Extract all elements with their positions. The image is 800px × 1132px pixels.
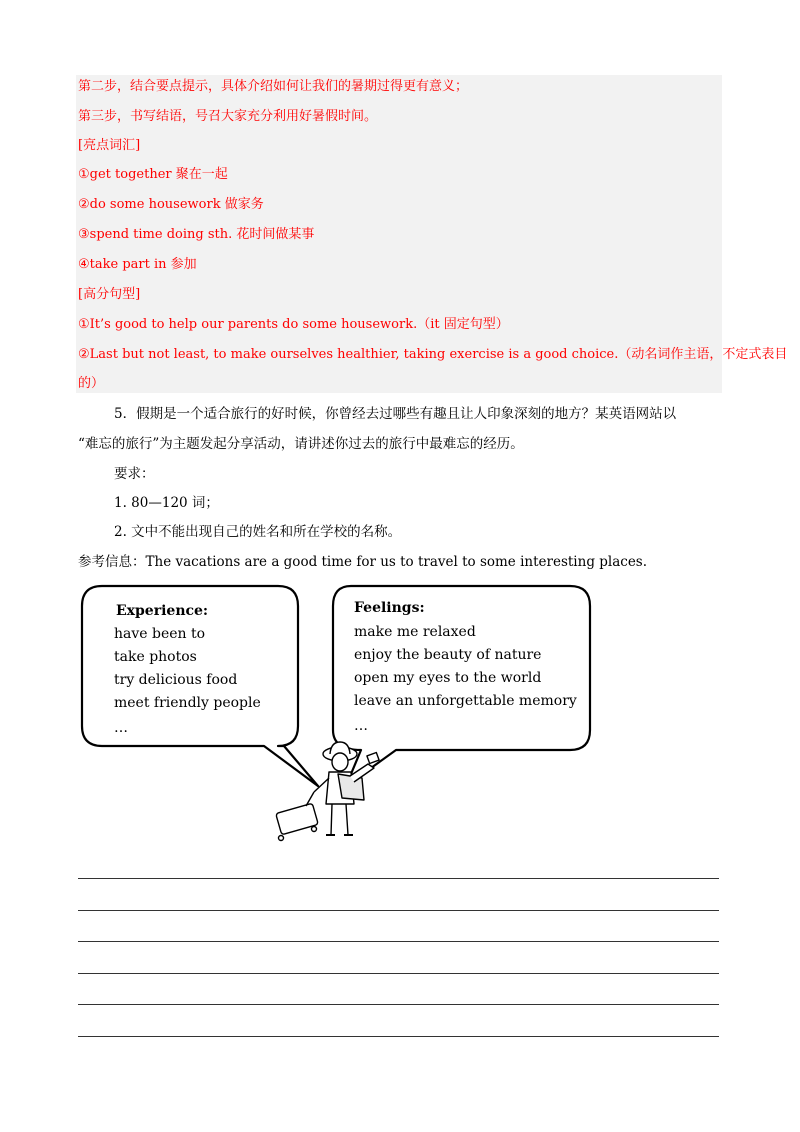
answer-line: 第二步，结合要点提示，具体介绍如何让我们的暑期过得更有意义；	[78, 79, 469, 94]
experience-item: meet friendly people	[114, 695, 261, 711]
vocab-item: ①get together 聚在一起	[78, 167, 228, 182]
sentence-item: ①It’s good to help our parents do some housework.（it 固定句型）	[78, 317, 509, 332]
feelings-item: make me relaxed	[354, 624, 476, 640]
requirement-item: 2. 文中不能出现自己的姓名和所在学校的名称。	[114, 524, 402, 540]
feelings-item: …	[354, 718, 368, 734]
requirements-title: 要求：	[114, 466, 155, 482]
writing-line	[78, 941, 719, 942]
section-label-highlight-words: [亮点词汇]	[78, 138, 141, 153]
vocab-item: ②do some housework 做家务	[78, 197, 264, 212]
reference-info: 参考信息：The vacations are a good time for us to travel to some interesting places.	[78, 554, 648, 570]
question-text: 5．假期是一个适合旅行的好时候，你曾经去过哪些有趣且让人印象深刻的地方？某英语网站以	[114, 406, 677, 422]
writing-line	[78, 973, 719, 974]
sentence-item: ②Last but not least, to make ourselves healthier, taking exercise is a good choice.（动名词作主语，不定式表目	[78, 347, 788, 362]
experience-item: have been to	[114, 626, 206, 642]
experience-item: try delicious food	[114, 672, 238, 688]
speech-bubble-illustration	[78, 582, 618, 852]
section-label-sentences: [高分句型]	[78, 287, 141, 302]
writing-line	[78, 910, 719, 911]
experience-title: Experience:	[116, 603, 209, 619]
experience-item: take photos	[114, 649, 197, 665]
vocab-item: ④take part in 参加	[78, 257, 197, 272]
feelings-item: leave an unforgettable memory	[354, 693, 577, 709]
writing-line	[78, 1004, 719, 1005]
vocab-item: ③spend time doing sth. 花时间做某事	[78, 227, 315, 242]
question-text: “难忘的旅行”为主题发起分享活动，请讲述你过去的旅行中最难忘的经历。	[78, 436, 524, 452]
sentence-item-continued: 的）	[78, 376, 105, 391]
writing-line	[78, 1036, 719, 1037]
feelings-item: enjoy the beauty of nature	[354, 647, 542, 663]
writing-line	[78, 878, 719, 879]
experience-item: …	[114, 720, 128, 736]
feelings-item: open my eyes to the world	[354, 670, 542, 686]
feelings-title: Feelings:	[354, 600, 425, 616]
requirement-item: 1. 80—120 词；	[114, 495, 219, 511]
answer-line: 第三步，书写结语，号召大家充分利用好暑假时间。	[78, 109, 378, 124]
